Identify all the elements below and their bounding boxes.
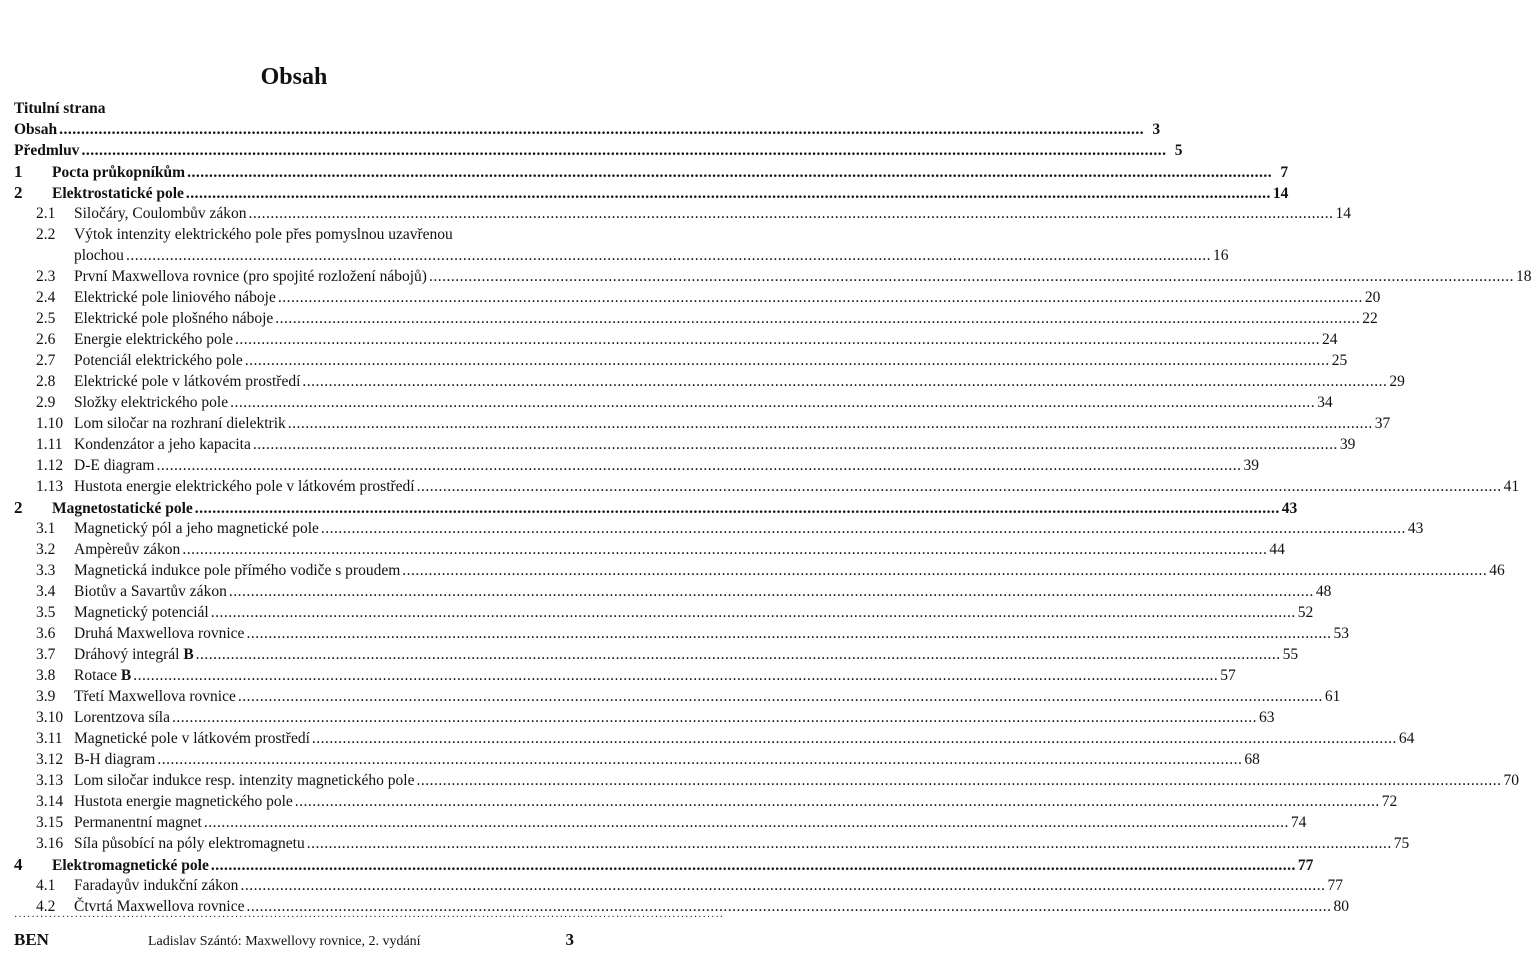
toc-entry-number: 2.1: [36, 205, 56, 222]
toc-entry-title-text: Složky elektrického pole: [74, 394, 229, 411]
dot-leader: [235, 329, 1320, 350]
toc-entry-title: [74, 287, 276, 308]
toc-entry-title: [74, 686, 236, 707]
toc-entry: [14, 329, 1338, 350]
toc-entry: [14, 371, 1405, 392]
toc-entry-title: [74, 770, 414, 791]
toc-entry-title: [14, 98, 105, 119]
toc-entry-page: 77: [1327, 877, 1343, 894]
toc-entry-title: [74, 875, 238, 896]
dot-leader: [312, 728, 1397, 749]
toc-entry: [14, 98, 574, 119]
toc-entry-number: 1.12: [36, 457, 64, 474]
toc-entry-page: 61: [1324, 688, 1341, 705]
toc-entry: [14, 308, 1378, 329]
footer-page-number: 3: [565, 930, 574, 949]
toc-entry-title-text: Faradayův indukční zákon: [74, 877, 239, 894]
toc-entry-title: [74, 602, 209, 623]
toc-entry-title: [74, 413, 286, 434]
toc-entry-page: 39: [1339, 436, 1356, 453]
toc-entry: [14, 392, 1333, 413]
toc-entry-title-text: Elektrostatické pole: [52, 185, 184, 202]
toc-entry-page: 14: [1272, 185, 1289, 202]
dot-leader: [230, 392, 1315, 413]
dot-leader: [417, 476, 1502, 497]
toc-entry-title: [52, 855, 209, 876]
toc-entry: [14, 770, 1519, 791]
toc-entry: [14, 287, 1381, 308]
toc-entry: [14, 665, 1236, 686]
toc-entry-page: 22: [1362, 310, 1378, 327]
toc-entry-title: [52, 498, 193, 519]
toc-entry-number: 2.8: [36, 373, 56, 390]
toc-entry-title-text: Lorentzova síla: [74, 709, 170, 726]
dot-leader: [187, 162, 1272, 183]
toc-entry-title: [74, 434, 251, 455]
toc-entry-number: 3.3: [36, 562, 56, 579]
toc-entry-page: 72: [1381, 793, 1398, 810]
toc-entry-title: [52, 162, 185, 183]
dot-leader: [156, 455, 1241, 476]
toc-entry-number: 3.6: [36, 625, 56, 642]
toc-entry-page: 14: [1335, 205, 1351, 222]
toc-entry: [14, 833, 1410, 854]
toc-entry-title: [74, 266, 427, 287]
toc-entry-page: 25: [1331, 352, 1348, 369]
toc-entry-title: [74, 560, 400, 581]
toc-entry-title-text: Potenciál elektrického pole: [74, 352, 243, 369]
toc-entry-title: [74, 455, 154, 476]
toc-entry-title: [74, 224, 453, 245]
dot-leader: [288, 413, 1373, 434]
toc-entry-page: 16: [1212, 247, 1229, 264]
toc-entry-number: 2.7: [36, 352, 56, 369]
dot-leader: [429, 266, 1514, 287]
table-of-contents: [14, 98, 1531, 917]
toc-entry-page: 43: [1281, 500, 1298, 517]
toc-entry: [14, 854, 1314, 875]
toc-entry-title-text: Siločáry, Coulombův zákon: [74, 205, 247, 222]
toc-entry-title-text: Rotace: [74, 667, 118, 684]
dot-leader: [182, 539, 1267, 560]
toc-entry-title: [14, 140, 79, 161]
toc-entry: [14, 518, 1424, 539]
dot-leader: [307, 833, 1392, 854]
toc-entry-page: 68: [1244, 751, 1260, 768]
dot-leader: [126, 245, 1211, 266]
toc-entry-page: 3: [1152, 121, 1161, 138]
toc-entry: [14, 455, 1259, 476]
toc-entry-page: 5: [1174, 142, 1183, 159]
toc-entry-number: 4: [14, 855, 23, 874]
toc-entry-title: [74, 329, 233, 350]
toc-entry-page: 74: [1290, 814, 1307, 831]
toc-entry: [14, 707, 1275, 728]
toc-entry-title-text: Kondenzátor a jeho kapacita: [74, 436, 251, 453]
toc-entry-title: [74, 812, 202, 833]
toc-page: [14, 0, 1531, 917]
toc-entry-number: 1.11: [36, 436, 63, 453]
toc-entry: [14, 602, 1314, 623]
toc-entry-page: 39: [1243, 457, 1259, 474]
toc-entry-title-text: Pocta průkopníkům: [52, 164, 186, 181]
toc-entry-title-text: Lom siločar indukce resp. intenzity magnetického pole: [74, 772, 415, 789]
dot-leader: [157, 749, 1242, 770]
toc-entry-page: 34: [1317, 394, 1333, 411]
toc-entry: [14, 119, 1161, 140]
toc-entry-number: 3.2: [36, 541, 56, 558]
toc-entry-title-text: Elektromagnetické pole: [52, 857, 209, 874]
toc-entry-title-text: Lom siločar na rozhraní dielektrik: [74, 415, 286, 432]
toc-entry-page: 53: [1333, 625, 1349, 642]
toc-entry-title: [74, 371, 300, 392]
toc-entry-title-continuation: plochou: [74, 247, 124, 264]
toc-entry-number: 4.1: [36, 877, 56, 894]
toc-entry-number: 2.2: [36, 226, 56, 243]
dot-leader: [302, 371, 1387, 392]
page-footer: [14, 930, 574, 950]
toc-entry-page: 77: [1297, 857, 1314, 874]
toc-entry-title: [74, 581, 227, 602]
toc-entry-title-text: Hustota energie elektrického pole v látkovém prostředí: [74, 478, 415, 495]
page-title: Obsah: [260, 64, 328, 90]
toc-entry: [14, 161, 1289, 182]
toc-entry-number: 4.2: [36, 898, 56, 915]
toc-entry-title-text: B-H diagram: [74, 751, 156, 768]
toc-entry-title-text: Hustota energie magnetického pole: [74, 793, 293, 810]
toc-entry-title: [74, 518, 319, 539]
toc-entry-page: 43: [1407, 520, 1424, 537]
dot-leader: [248, 203, 1333, 224]
toc-entry: [14, 476, 1520, 497]
dot-leader: [196, 644, 1281, 665]
toc-entry-page: 75: [1393, 835, 1410, 852]
dot-leader: [195, 498, 1280, 519]
toc-entry-title: [74, 833, 305, 854]
toc-entry-title: [74, 749, 155, 770]
toc-entry-title: [74, 728, 310, 749]
toc-entry: [14, 497, 1298, 518]
toc-entry-title-text: Elektrické pole v látkovém prostředí: [74, 373, 301, 390]
toc-entry: [14, 791, 1398, 812]
toc-entry-title-text: Čtvrtá Maxwellova rovnice: [74, 898, 245, 915]
toc-entry-page: 46: [1489, 562, 1505, 579]
toc-entry: [14, 875, 1343, 896]
toc-entry: [14, 686, 1341, 707]
toc-entry-page: 7: [1280, 164, 1289, 181]
toc-entry-title-text: Magnetický pól a jeho magnetické pole: [74, 520, 319, 537]
toc-entry-number: 2.3: [36, 268, 56, 285]
toc-entry: [14, 749, 1260, 770]
toc-entry: [14, 434, 1356, 455]
toc-entry: [14, 203, 1351, 224]
toc-entry-number: 3.4: [36, 583, 56, 600]
toc-entry-symbol: B: [183, 646, 194, 663]
toc-entry-title: [74, 476, 415, 497]
dot-leader: [229, 581, 1314, 602]
toc-entry-title-text: Výtok intenzity elektrického pole přes pomyslnou uzavřenou: [74, 226, 453, 243]
toc-entry-page: 37: [1374, 415, 1391, 432]
toc-entry: [14, 812, 1307, 833]
toc-entry-number: 3.15: [36, 814, 64, 831]
toc-entry-symbol: B: [120, 667, 132, 684]
toc-entry-title-text: Druhá Maxwellova rovnice: [74, 625, 245, 642]
dot-leader: [245, 350, 1330, 371]
toc-entry-page: 18: [1515, 268, 1531, 285]
toc-entry: [14, 182, 1289, 203]
toc-entry-title-text: Magnetická indukce pole přímého vodiče s proudem: [74, 562, 401, 579]
toc-entry-title: [74, 203, 246, 224]
toc-entry-title-text: Energie elektrického pole: [74, 331, 233, 348]
toc-entry-title-text: Permanentní magnet: [74, 814, 202, 831]
toc-entry-title-text: Biotův a Savartův zákon: [74, 583, 227, 600]
toc-entry-page: 52: [1297, 604, 1314, 621]
toc-entry-page: 64: [1398, 730, 1415, 747]
toc-entry-title: [74, 623, 244, 644]
toc-entry: [14, 539, 1285, 560]
toc-entry-number: 2: [14, 183, 23, 202]
toc-entry: [14, 644, 1299, 665]
footer-dotted-rule: ····································································································································································: [14, 912, 725, 923]
toc-entry-number: 2.4: [36, 289, 56, 306]
toc-entry: [14, 560, 1505, 581]
dot-leader: [402, 560, 1487, 581]
toc-entry-title: [74, 308, 273, 329]
toc-entry-page: 63: [1258, 709, 1275, 726]
toc-entry-number: 2.9: [36, 394, 56, 411]
dot-leader: [278, 287, 1363, 308]
toc-entry-number: 1: [14, 162, 23, 181]
toc-entry-number: 3.16: [36, 835, 64, 852]
toc-entry-number: 2.6: [36, 331, 56, 348]
toc-entry-title: [74, 665, 131, 686]
toc-entry-page: 44: [1269, 541, 1285, 558]
toc-entry-number: 2.5: [36, 310, 56, 327]
toc-entry-title: [74, 707, 170, 728]
toc-entry-number: 1.10: [36, 415, 64, 432]
dot-leader: [246, 623, 1331, 644]
toc-entry: [14, 140, 1183, 161]
toc-entry-number: 3.10: [36, 709, 64, 726]
toc-entry-number: 2: [14, 498, 23, 517]
toc-entry-title: [52, 183, 184, 204]
toc-entry-number: 3.11: [36, 730, 63, 747]
toc-entry-title-text: D-E diagram: [74, 457, 155, 474]
dot-leader: [321, 518, 1406, 539]
toc-entry-continuation: [14, 245, 1229, 266]
toc-entry-number: 3.13: [36, 772, 64, 789]
dot-leader: [186, 183, 1271, 204]
toc-entry-title-text: Magnetostatické pole: [52, 500, 193, 517]
toc-entry: [14, 224, 574, 245]
toc-entry-number: 1.13: [36, 478, 64, 495]
toc-entry-title: [74, 392, 228, 413]
dot-leader: [59, 119, 1144, 140]
toc-entry: [14, 413, 1391, 434]
dot-leader: [204, 812, 1289, 833]
toc-entry-title-text: Magnetické pole v látkovém prostředí: [74, 730, 310, 747]
toc-entry-page: 41: [1503, 478, 1520, 495]
dot-leader: [275, 308, 1360, 329]
toc-entry-title: [74, 539, 180, 560]
toc-entry-title-text: Síla působící na póly elektromagnetu: [74, 835, 305, 852]
dot-leader: [211, 855, 1296, 876]
toc-entry-number: 3.14: [36, 793, 64, 810]
toc-entry-page: 80: [1333, 898, 1349, 915]
toc-entry-title: [74, 791, 293, 812]
toc-entry-page: 70: [1503, 772, 1519, 789]
toc-entry-title-text: Elektrické pole liniového náboje: [74, 289, 276, 306]
toc-entry-title-text: První Maxwellova rovnice (pro spojité rozložení nábojů): [74, 268, 427, 285]
dot-leader: [240, 875, 1325, 896]
toc-entry-title-text: Magnetický potenciál: [74, 604, 209, 621]
toc-entry-number: 3.12: [36, 751, 64, 768]
toc-entry-page: 48: [1315, 583, 1332, 600]
toc-entry-number: 3.7: [36, 646, 56, 663]
dot-leader: [238, 686, 1323, 707]
toc-entry-title: [14, 119, 57, 140]
toc-entry-title-text: Ampèreův zákon: [74, 541, 181, 558]
toc-entry: [14, 728, 1415, 749]
dot-leader: [133, 665, 1218, 686]
toc-entry-title-text: Třetí Maxwellova rovnice: [74, 688, 236, 705]
toc-entry-page: 55: [1282, 646, 1299, 663]
toc-entry-title-text: Titulní strana: [14, 100, 106, 117]
dot-leader: [416, 770, 1501, 791]
toc-entry: [14, 350, 1348, 371]
toc-entry-page: 29: [1389, 373, 1405, 390]
toc-entry-title-text: Obsah: [14, 121, 58, 138]
toc-entry-page: 24: [1321, 331, 1338, 348]
dot-leader: [81, 140, 1166, 161]
toc-entry-page: 20: [1364, 289, 1381, 306]
toc-entry-page: 57: [1220, 667, 1236, 684]
footer-book-title: Ladislav Szántó: Maxwellovy rovnice, 2. vydání: [148, 934, 421, 949]
toc-entry-title: [74, 644, 194, 665]
dot-leader: [253, 434, 1338, 455]
toc-entry: [14, 623, 1349, 644]
toc-entry-number: 3.5: [36, 604, 56, 621]
toc-entry-title-text: Elektrické pole plošného náboje: [74, 310, 274, 327]
footer-publisher: BEN: [14, 930, 49, 949]
toc-entry-number: 3.9: [36, 688, 56, 705]
toc-entry-number: 3.8: [36, 667, 56, 684]
toc-entry: [14, 266, 1531, 287]
toc-entry-number: 3.1: [36, 520, 56, 537]
toc-entry-title-text: Dráhový integrál: [74, 646, 180, 663]
toc-entry-title: [74, 350, 243, 371]
dot-leader: [172, 707, 1257, 728]
toc-entry: [14, 581, 1332, 602]
toc-entry-title-text: Předmluv: [14, 142, 80, 159]
dot-leader: [211, 602, 1296, 623]
dot-leader: [295, 791, 1380, 812]
